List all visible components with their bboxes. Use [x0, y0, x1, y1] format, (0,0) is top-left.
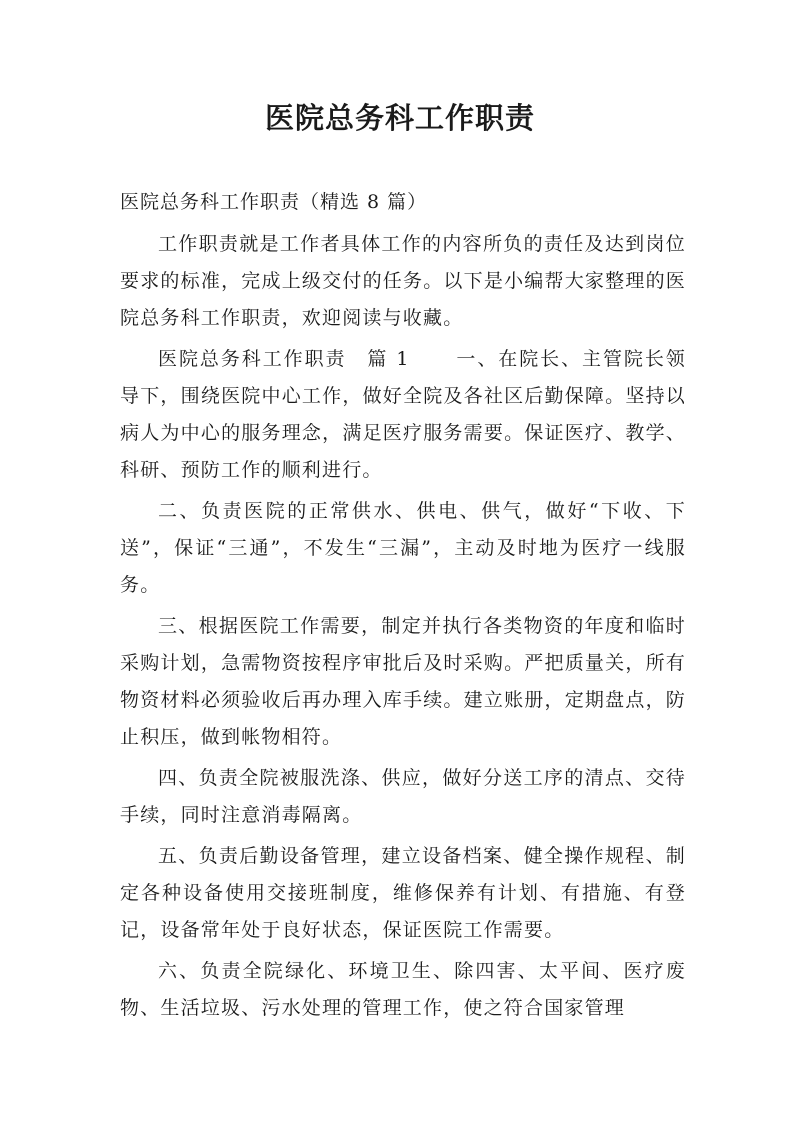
paragraph-2: 二、负责医院的正常供水、供电、供气，做好“下收、下送”，保证“三通”，不发生“三漏”，主动及时地为医疗一线服务。	[120, 500, 686, 596]
paragraph-5: 五、负责后勤设备管理，建立设备档案、健全操作规程、制定各种设备使用交接班制度，维修保养有计划、有措施、有登记，设备常年处于良好状态，保证医院工作需要。	[120, 845, 686, 941]
document-title: 医院总务科工作职责	[264, 101, 535, 135]
paragraph-6: 六、负责全院绿化、环境卫生、除四害、太平间、医疗废物、生活垃圾、污水处理的管理工作，使之符合国家管理	[120, 960, 686, 1019]
section-heading: 医院总务科工作职责 篇 1	[158, 348, 410, 370]
paragraph-4: 四、负责全院被服洗涤、供应，做好分送工序的清点、交待手续，同时注意消毒隔离。	[120, 767, 686, 826]
paragraph-1-text: 一、在院长、主管院长领导下，围绕医院中心工作，做好全院及各社区后勤保障。坚持以病人为中心的服务理念，满足医疗服务需要。保证医疗、教学、科研、预防工作的顺利进行。	[120, 348, 687, 481]
document-subtitle: 医院总务科工作职责（精选 8 篇）	[120, 191, 428, 213]
paragraph-1	[120, 341, 686, 489]
paragraph-3: 三、根据医院工作需要，制定并执行各类物资的年度和临时采购计划，急需物资按程序审批后及时采购。严把质量关，所有物资材料必须验收后再办理入库手续。建立账册，定期盘点，防止积压，做到帐物相符。	[120, 615, 686, 748]
document-body	[120, 184, 686, 1031]
intro-paragraph: 工作职责就是工作者具体工作的内容所负的责任及达到岗位要求的标准，完成上级交付的任务。以下是小编帮大家整理的医院总务科工作职责，欢迎阅读与收藏。	[120, 233, 686, 329]
